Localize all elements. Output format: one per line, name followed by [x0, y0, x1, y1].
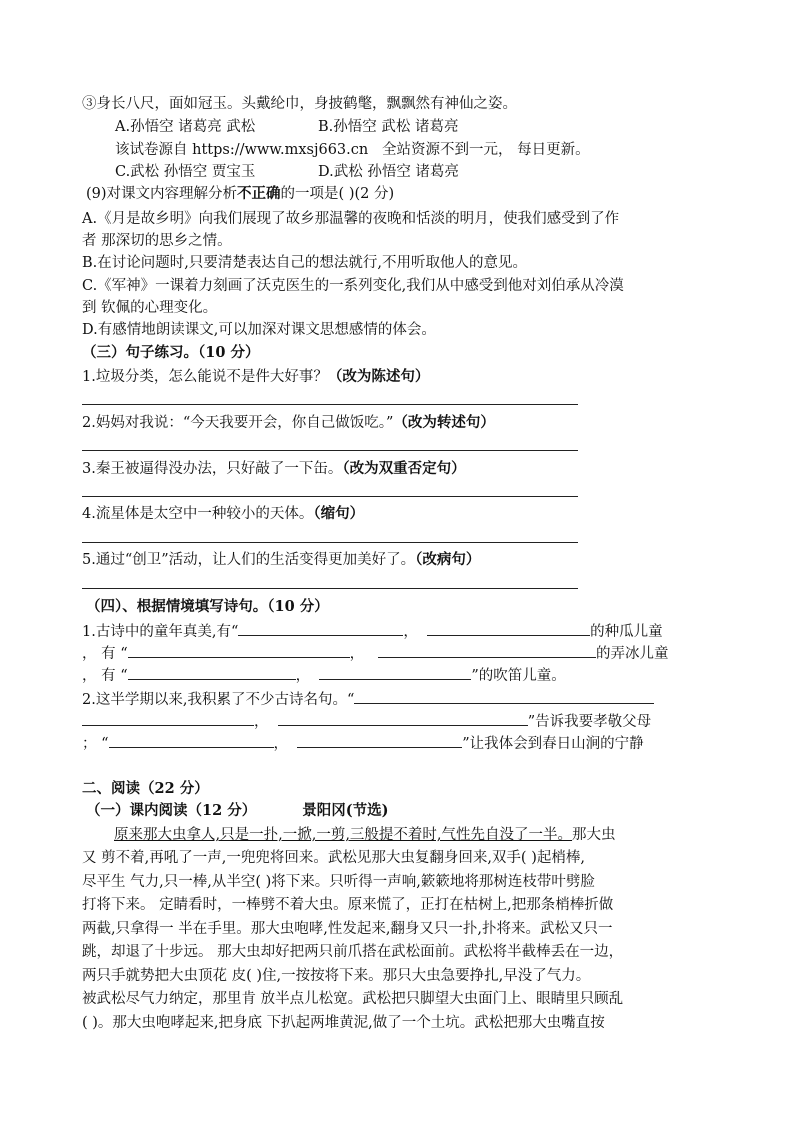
- q9-stem: [86, 184, 394, 204]
- poem-line-3: [82, 665, 566, 686]
- option-c: C.武松 孙悟空 贾宝玉: [115, 164, 256, 180]
- q9-option-d: D.有感情地朗读课文,可以加深对课文思想感情的体会。: [82, 322, 436, 338]
- s3-q5-instruction: （改病句）: [415, 551, 481, 568]
- s3-q1-text: 1.垃圾分类，怎么能说不是件大好事？: [82, 369, 328, 385]
- ad-line-part2: 全站资源不到一元， 每日更新。: [382, 142, 590, 158]
- option-b: B.孙悟空 武松 诸葛亮: [318, 119, 459, 135]
- poem-blank-10[interactable]: [109, 733, 274, 748]
- passage-line-9: ( )。那大虫咆哮起来,把身底 下扒起两堆黄泥,做了一个土坑。武松把那大虫嘴直按: [82, 1015, 605, 1031]
- poem-3-lead: ， 有 “: [82, 668, 128, 684]
- poem-4-lead: 2.这半学期以来,我积累了不少古诗名句。“: [82, 692, 355, 708]
- reading-subheading: [86, 801, 388, 821]
- answer-line-5[interactable]: [82, 588, 578, 589]
- s3-q3-instruction: （改为双重否定句）: [342, 460, 466, 477]
- reading-sub: （一）课内阅读（12 分）: [86, 802, 257, 819]
- option-a: [115, 117, 255, 137]
- passage-line-5: 两截,只拿得一 半在手里。那大虫咆哮,性发起来,翻身又只一扑,扑将来。武松又只一: [82, 921, 613, 937]
- q9-option-c-line1: C.《军神》一课着力刻画了沃克医生的一系列变化,我们从中感受到他对刘伯承从冷漠: [82, 278, 624, 294]
- poem-3-comma: ，: [295, 668, 311, 684]
- poem-1-tail: 的种瓜儿童: [590, 624, 663, 640]
- passage-line-7: 两只手就势把大虫顶花 皮( )住,一按按将下来。那只大虫急要挣扎,早没了气力。: [82, 968, 591, 984]
- s3-q4-text: 4.流星体是太空中一种较小的天体。: [82, 506, 314, 522]
- s3-q2-instruction: （改为转述句）: [393, 414, 495, 431]
- q9-option-a-line2: 者 那深切的思乡之情。: [82, 233, 232, 249]
- q9-stem-c: 的一项是( )(2 分): [280, 186, 395, 202]
- passage-line-1-rest: 那大虫: [572, 827, 616, 843]
- passage-line-1: [114, 825, 616, 845]
- q9-option-c-line2: 到 钦佩的心理变化。: [82, 300, 218, 316]
- poem-2-lead: ， 有 “: [82, 646, 128, 662]
- poem-1-lead: 1.古诗中的童年真美,有“: [82, 624, 239, 640]
- s3-q4-instruction: （缩句）: [313, 505, 365, 522]
- q9-stem-a: (9)对课文内容理解分析: [86, 186, 238, 202]
- passage-line-3: 尽平生 气力,只一棒,从半空( )将下来。只听得一声响,簌簌地将那树连枝带叶劈脸: [82, 874, 595, 890]
- passage-line-6: 跳，却退了十步远。 那大虫却好把两只前爪搭在武松面前。武松将半截棒丢在一边，: [82, 944, 624, 960]
- q9-option-b: B.在讨论问题时,只要清楚表达自己的想法就行,不用听取他人的意见。: [82, 255, 527, 271]
- section3-heading: （三）句子练习。（10 分）: [82, 344, 260, 361]
- poem-6-tail: ”让我体会到春日山涧的宁静: [462, 736, 644, 752]
- option-a-text: A.孙悟空 诸葛亮 武松: [115, 119, 256, 135]
- poem-blank-2[interactable]: [427, 621, 590, 636]
- poem-blank-4[interactable]: [378, 643, 596, 658]
- poem-blank-11[interactable]: [297, 733, 462, 748]
- ad-line: [115, 140, 590, 160]
- poem-line-1: [82, 621, 663, 642]
- answer-line-3[interactable]: [82, 496, 578, 497]
- poem-line-4: [82, 689, 654, 710]
- passage-line-4: 打将下来。 定睛看时，一棒劈不着大虫。原来慌了，正打在枯树上,把那条梢棒折做: [82, 897, 614, 913]
- poem-blank-9[interactable]: [278, 711, 528, 726]
- item3-text: ③身长八尺，面如冠玉。头戴纶巾，身披鹤氅，飘飘然有神仙之姿。: [82, 96, 517, 112]
- poem-5-comma: ，: [254, 714, 269, 730]
- answer-line-4[interactable]: [82, 542, 578, 543]
- ad-line-part1: 该试卷源自 https://www.mxsj663.cn: [115, 142, 369, 158]
- passage-line-2: 又 剪不着,再吼了一声,一兜兜将回来。武松见那大虫复翻身回来,双手( )起梢棒,: [82, 850, 585, 866]
- passage-line-8: 被武松尽气力纳定，那里肯 放半点儿松宽。武松把只脚望大虫面门上、眼睛里只顾乱: [82, 991, 624, 1007]
- s3-q5: [82, 550, 480, 570]
- poem-5-tail: ”告诉我要孝敬父母: [527, 714, 652, 730]
- s3-q2: [82, 413, 495, 433]
- passage-underlined: 原来那大虫拿人,只是一扑,一掀,一剪,三般提不着时,气性先自没了一半。: [114, 827, 573, 843]
- poem-2-tail: 的弄冰儿童: [595, 646, 669, 662]
- q9-option-a-line1: A.《月是故乡明》向我们展现了故乡那温馨的夜晚和恬淡的明月，使我们感受到了作: [82, 211, 620, 227]
- poem-2-comma: ，: [349, 646, 365, 662]
- poem-blank-6[interactable]: [319, 665, 471, 680]
- poem-line-5: [82, 711, 651, 732]
- poem-3-tail: ”的吹笛儿童。: [471, 668, 566, 684]
- s3-q3-text: 3.秦王被逼得没办法，只好敲了一下缶。: [82, 461, 343, 477]
- s3-q1: [82, 367, 429, 387]
- poem-blank-5[interactable]: [128, 665, 296, 680]
- answer-line-1[interactable]: [82, 404, 578, 405]
- option-d: D.武松 孙悟空 诸葛亮: [318, 164, 459, 180]
- s3-q4: [82, 504, 364, 524]
- poem-1-comma: ，: [403, 624, 418, 640]
- poem-blank-1[interactable]: [238, 621, 403, 636]
- poem-6-lead: ； “: [82, 736, 109, 752]
- s3-q3: [82, 459, 466, 479]
- poem-6-comma: ，: [273, 736, 289, 752]
- poem-blank-8[interactable]: [82, 711, 254, 726]
- poem-blank-7[interactable]: [354, 689, 654, 704]
- q9-stem-b: 不正确: [237, 185, 281, 202]
- s3-q1-instruction: （改为陈述句）: [327, 368, 430, 385]
- reading-heading: 二、阅读（22 分）: [82, 780, 209, 797]
- poem-blank-3[interactable]: [128, 643, 350, 658]
- section4-heading: （四）、根据情境填写诗句。（10 分）: [86, 598, 329, 615]
- answer-line-2[interactable]: [82, 450, 578, 451]
- s3-q5-text: 5.通过“创卫”活动，让人们的生活变得更加美好了。: [82, 552, 416, 568]
- s3-q2-text: 2.妈妈对我说：“今天我要开会，你自己做饭吃。”: [82, 415, 394, 431]
- poem-line-2: [82, 643, 668, 664]
- reading-title: 景阳冈(节选): [302, 802, 389, 819]
- poem-line-6: [82, 733, 644, 754]
